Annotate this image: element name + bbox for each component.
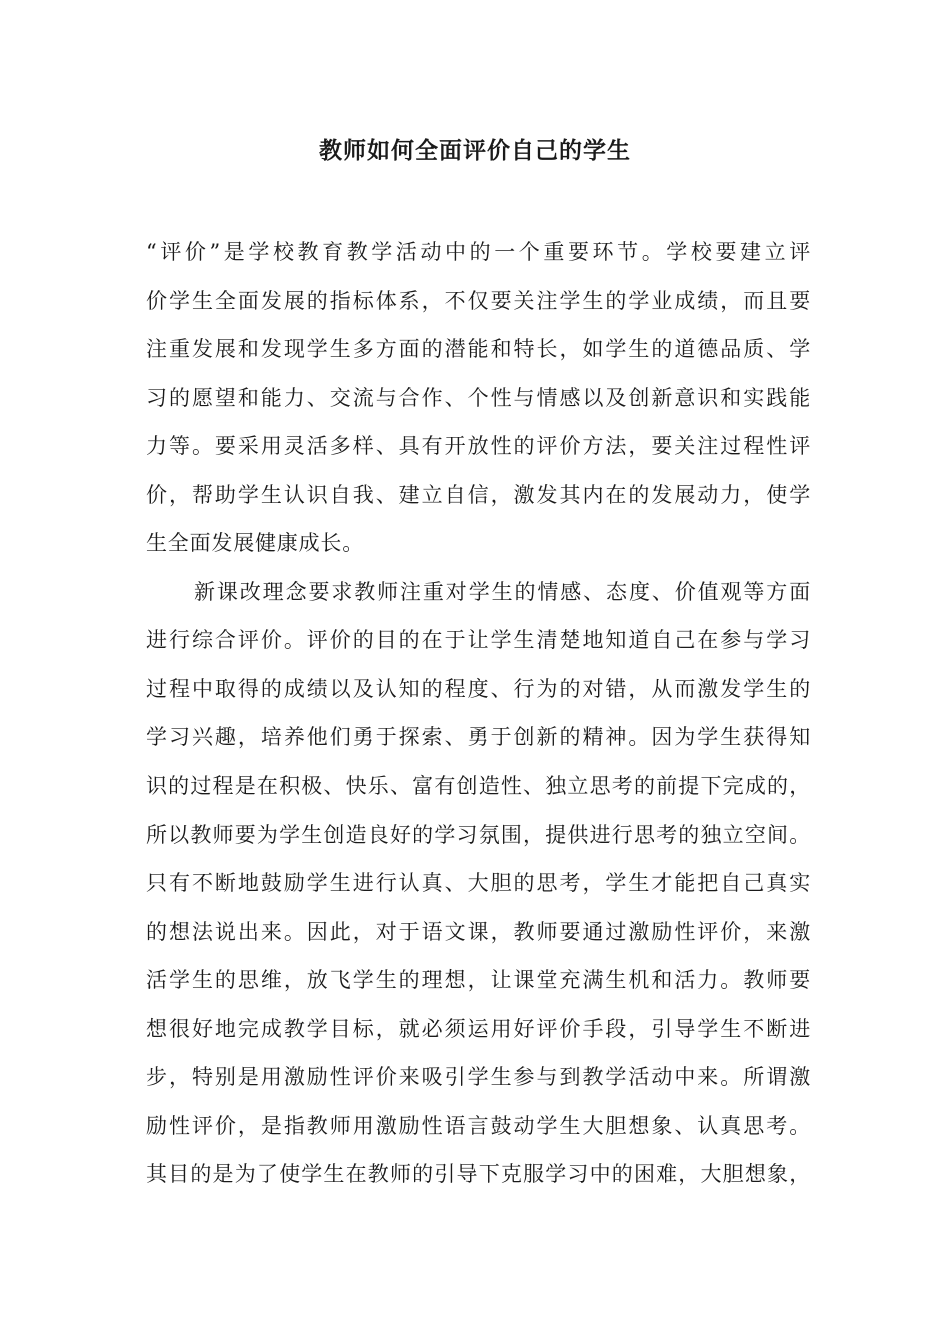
paragraph-line: 价学生全面发展的指标体系，不仅要关注学生的学业成绩，而且要 [146,288,811,313]
paragraph-line: 所以教师要为学生创造良好的学习氛围，提供进行思考的独立空间。 [146,822,811,847]
paragraph-line: 过程中取得的成绩以及认知的程度、行为的对错，从而激发学生的 [146,676,811,701]
paragraph-line: 只有不断地鼓励学生进行认真、大胆的思考，学生才能把自己真实 [146,871,811,896]
paragraph-line: 活学生的思维，放飞学生的理想，让课堂充满生机和活力。教师要 [146,968,811,993]
document-title: 教师如何全面评价自己的学生 [319,137,631,164]
paragraph-line: 价，帮助学生认识自我、建立自信，激发其内在的发展动力，使学 [146,482,811,507]
paragraph-line: 生全面发展健康成长。 [146,531,364,556]
paragraph-line: 学习兴趣，培养他们勇于探索、勇于创新的精神。因为学生获得知 [146,725,811,750]
paragraph-line: 新课改理念要求教师注重对学生的情感、态度、价值观等方面 [194,579,811,604]
paragraph-line: 力等。要采用灵活多样、具有开放性的评价方法，要关注过程性评 [146,434,811,459]
document-body [146,228,811,1199]
paragraph-line: 的想法说出来。因此，对于语文课，教师要通过激励性评价，来激 [146,919,811,944]
paragraph-line: 励性评价，是指教师用激励性语言鼓动学生大胆想象、认真思考。 [146,1113,811,1138]
paragraph-line: “评价”是学校教育教学活动中的一个重要环节。学校要建立评 [146,240,811,264]
paragraph-line: 习的愿望和能力、交流与合作、个性与情感以及创新意识和实践能 [146,385,811,410]
paragraph-line: 想很好地完成教学目标，就必须运用好评价手段，引导学生不断进 [146,1016,811,1041]
paragraph-line: 步，特别是用激励性评价来吸引学生参与到教学活动中来。所谓激 [146,1065,811,1090]
paragraph-line: 进行综合评价。评价的目的在于让学生清楚地知道自己在参与学习 [146,628,811,653]
paragraph-line: 注重发展和发现学生多方面的潜能和特长，如学生的道德品质、学 [146,337,811,362]
paragraph-line: 其目的是为了使学生在教师的引导下克服学习中的困难，大胆想象， [146,1162,811,1187]
paragraph-line: 识的过程是在积极、快乐、富有创造性、独立思考的前提下完成的， [146,774,811,799]
